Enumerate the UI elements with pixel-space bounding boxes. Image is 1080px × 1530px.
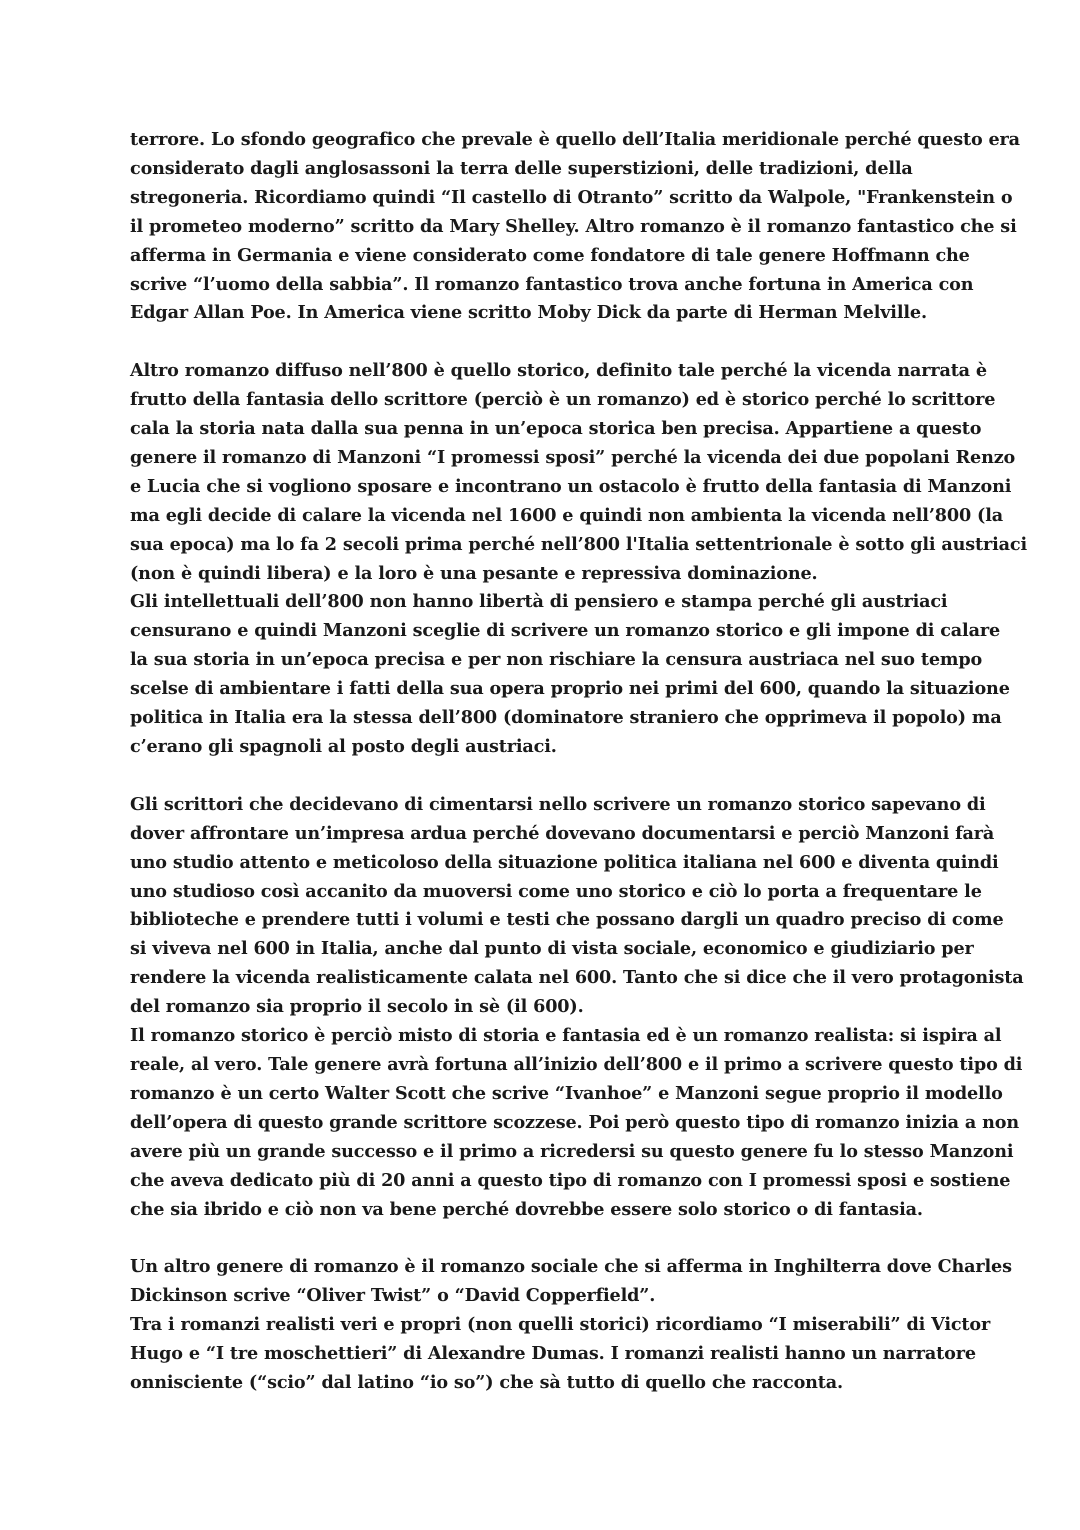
- text-line: del romanzo sia proprio il secolo in sè (il 600).: [130, 996, 584, 1018]
- text-line: romanzo è un certo Walter Scott che scrive “Ivanhoe” e Manzoni segue proprio il modello: [130, 1082, 1003, 1104]
- text-line: uno studioso così accanito da muoversi come uno storico e ciò lo porta a frequentare le: [130, 880, 982, 902]
- text-line: dell’opera di questo grande scrittore scozzese. Poi però questo tipo di romanzo inizia a non: [130, 1111, 1019, 1133]
- text-line: genere il romanzo di Manzoni “I promessi sposi” perché la vicenda dei due popolani Renzo: [130, 446, 1016, 468]
- text-line: reale, al vero. Tale genere avrà fortuna all’inizio dell’800 e il primo a scrivere questo tipo di: [130, 1053, 1023, 1075]
- text-line: si viveva nel 600 in Italia, anche dal punto di vista sociale, economico e giudiziario per: [130, 938, 974, 960]
- text-line: e Lucia che si vogliono sposare e incontrano un ostacolo è frutto della fantasia di Manzoni: [130, 475, 1012, 497]
- text-line: politica in Italia era la stessa dell’800 (dominatore straniero che opprimeva il popolo) ma: [130, 707, 1002, 729]
- text-line: Dickinson scrive “Oliver Twist” o “David Copperfield”.: [130, 1285, 656, 1307]
- text-line: onnisciente (“scio” dal latino “io so”) che sà tutto di quello che racconta.: [130, 1371, 843, 1393]
- text-line: Tra i romanzi realisti veri e propri (non quelli storici) ricordiamo “I miserabili” di Victor: [130, 1314, 991, 1336]
- text-line: Altro romanzo diffuso nell’800 è quello storico, definito tale perché la vicenda narrata è: [130, 360, 987, 382]
- text-line: c’erano gli spagnoli al posto degli austriaci.: [130, 736, 557, 758]
- text-line: stregoneria. Ricordiamo quindi “Il castello di Otranto” scritto da Walpole, "Frankenstein o: [130, 186, 1013, 208]
- text-line: rendere la vicenda realisticamente calata nel 600. Tanto che si dice che il vero protagonista: [130, 967, 1024, 989]
- paragraph-writers-research: [130, 791, 1024, 1225]
- paragraph-historical-novel: [130, 357, 1028, 762]
- text-line: scrive “l’uomo della sabbia”. Il romanzo fantastico trova anche fortuna in America con: [130, 273, 974, 295]
- text-line: il prometeo moderno” scritto da Mary Shelley. Altro romanzo è il romanzo fantastico che si: [130, 215, 1017, 237]
- text-line: afferma in Germania e viene considerato come fondatore di tale genere Hoffmann che: [130, 244, 970, 266]
- text-line: avere più un grande successo e il primo a ricredersi su questo genere fu lo stesso Manzoni: [130, 1140, 1014, 1162]
- text-line: cala la storia nata dalla sua penna in un’epoca storica ben precisa. Appartiene a questo: [130, 418, 982, 440]
- text-line: biblioteche e prendere tutti i volumi e testi che possano dargli un quadro preciso di come: [130, 909, 1004, 931]
- text-line: considerato dagli anglosassoni la terra delle superstizioni, delle tradizioni, della: [130, 157, 913, 179]
- text-line: censurano e quindi Manzoni sceglie di scrivere un romanzo storico e gli impone di calare: [130, 620, 1000, 642]
- text-line: dover affrontare un’impresa ardua perché dovevano documentarsi e perciò Manzoni farà: [130, 822, 995, 844]
- text-line: Un altro genere di romanzo è il romanzo sociale che si afferma in Inghilterra dove Charles: [130, 1256, 1012, 1278]
- document-body: [130, 126, 1028, 1398]
- text-line: Gli intellettuali dell’800 non hanno libertà di pensiero e stampa perché gli austriaci: [130, 591, 948, 613]
- paragraph-gothic-novel: [130, 126, 1020, 328]
- text-line: ma egli decide di calare la vicenda nel 1600 e quindi non ambienta la vicenda nell’800 (la: [130, 504, 1004, 526]
- text-line: terrore. Lo sfondo geografico che prevale è quello dell’Italia meridionale perché questo era: [130, 129, 1020, 150]
- text-line: che aveva dedicato più di 20 anni a questo tipo di romanzo con I promessi sposi e sostiene: [130, 1169, 1011, 1191]
- text-line: Edgar Allan Poe. In America viene scritto Moby Dick da parte di Herman Melville.: [130, 302, 927, 324]
- text-line: Gli scrittori che decidevano di cimentarsi nello scrivere un romanzo storico sapevano di: [130, 793, 986, 815]
- text-line: che sia ibrido e ciò non va bene perché dovrebbe essere solo storico o di fantasia.: [130, 1198, 923, 1220]
- text-line: Hugo e “I tre moschettieri” di Alexandre Dumas. I romanzi realisti hanno un narratore: [130, 1343, 976, 1365]
- paragraph-social-novel: [130, 1253, 1012, 1398]
- text-line: (non è quindi libera) e la loro è una pesante e repressiva dominazione.: [130, 562, 818, 584]
- text-line: frutto della fantasia dello scrittore (perciò è un romanzo) ed è storico perché lo scrittore: [130, 389, 996, 411]
- text-line: sua epoca) ma lo fa 2 secoli prima perché nell’800 l'Italia settentrionale è sotto gli austriaci: [130, 533, 1028, 555]
- text-line: scelse di ambientare i fatti della sua opera proprio nei primi del 600, quando la situazione: [130, 678, 1010, 700]
- text-line: Il romanzo storico è perciò misto di storia e fantasia ed è un romanzo realista: si ispira al: [130, 1025, 1002, 1047]
- text-line: la sua storia in un’epoca precisa e per non rischiare la censura austriaca nel suo tempo: [130, 649, 983, 671]
- text-line: uno studio attento e meticoloso della situazione politica italiana nel 600 e diventa quindi: [130, 851, 999, 873]
